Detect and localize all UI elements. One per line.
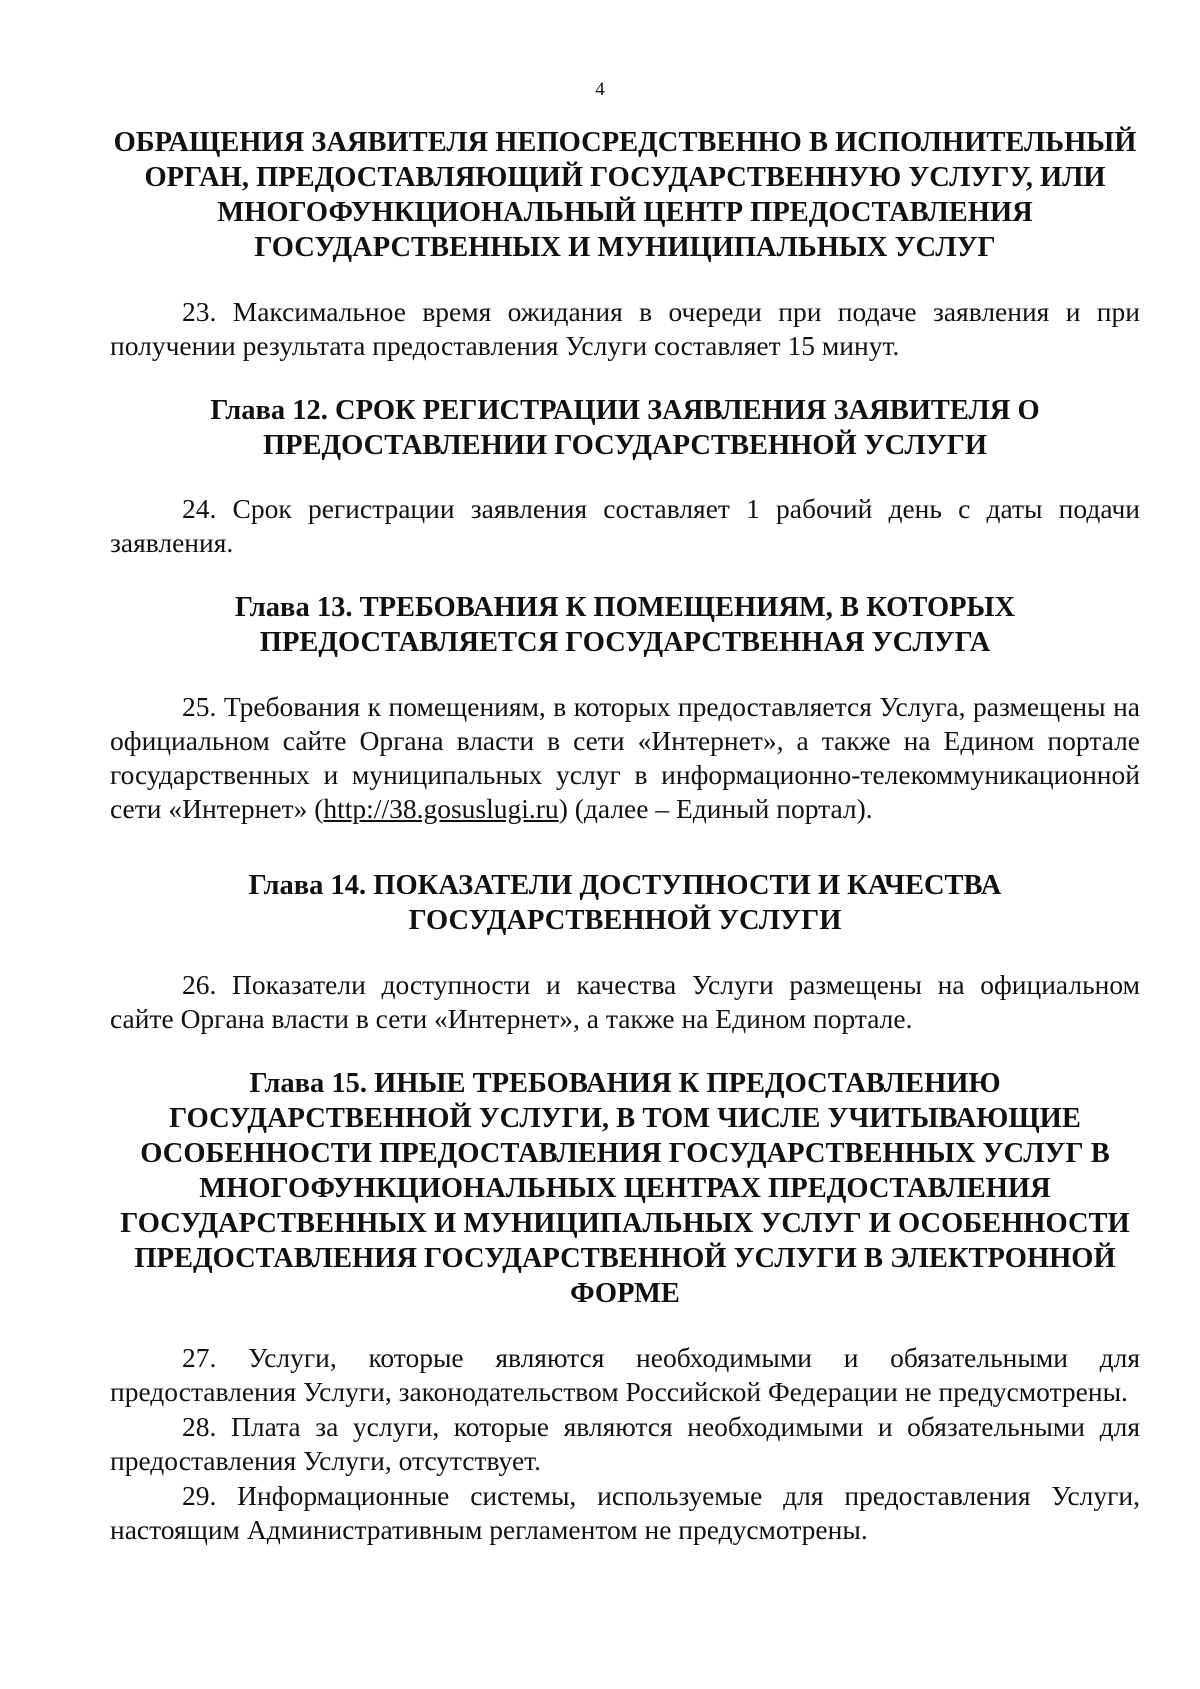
- paragraph-26: 26. Показатели доступности и качества Услуги размещены на официальном сайте Органа власти в сети «Интернет», а также на Едином портале.: [110, 969, 1140, 1034]
- gosuslugi-link[interactable]: http://38.gosuslugi.ru: [323, 793, 559, 824]
- paragraph-25-text-start: 25. Требования к помещениям, в которых предоставляется Услуга, размещены на официальном сайте Органа власти в сети «Интернет», а также на Едином портале государственных и муниципальных услуг в информационно-телекоммуникационной сети «Интернет» (: [110, 691, 1140, 824]
- document-content: [110, 125, 1140, 1547]
- page-number: 4: [595, 79, 605, 100]
- paragraph-28: 28. Плата за услуги, которые являются необходимыми и обязательными для предоставления Услуги, отсутствует.: [110, 1411, 1140, 1476]
- paragraph-27: 27. Услуги, которые являются необходимыми и обязательными для предоставления Услуги, законодательством Российской Федерации не предусмотрены.: [110, 1342, 1140, 1407]
- paragraph-25-text-end: ) (далее – Единый портал).: [558, 793, 873, 824]
- paragraph-23: 23. Максимальное время ожидания в очереди при подаче заявления и при получении результата предоставления Услуги составляет 15 минут.: [110, 296, 1140, 361]
- chapter-14-heading: Глава 14. ПОКАЗАТЕЛИ ДОСТУПНОСТИ И КАЧЕСТВА ГОСУДАРСТВЕННОЙ УСЛУГИ: [248, 870, 1002, 936]
- chapter-12-heading: Глава 12. СРОК РЕГИСТРАЦИИ ЗАЯВЛЕНИЯ ЗАЯВИТЕЛЯ О ПРЕДОСТАВЛЕНИИ ГОСУДАРСТВЕННОЙ УСЛУГИ: [210, 395, 1040, 461]
- paragraph-24: 24. Срок регистрации заявления составляет 1 рабочий день с даты подачи заявления.: [110, 493, 1140, 558]
- section-heading-top: ОБРАЩЕНИЯ ЗАЯВИТЕЛЯ НЕПОСРЕДСТВЕННО В ИСПОЛНИТЕЛЬНЫЙ ОРГАН, ПРЕДОСТАВЛЯЮЩИЙ ГОСУДАРСТВЕННУЮ УСЛУГУ, ИЛИ МНОГОФУНКЦИОНАЛЬНЫЙ ЦЕНТР ПРЕДОСТАВЛЕНИЯ ГОСУДАРСТВЕННЫХ И МУНИЦИПАЛЬНЫХ УСЛУГ: [113, 127, 1137, 263]
- paragraph-29: 29. Информационные системы, используемые для предоставления Услуги, настоящим Административным регламентом не предусмотрены.: [110, 1480, 1140, 1545]
- chapter-13-heading: Глава 13. ТРЕБОВАНИЯ К ПОМЕЩЕНИЯМ, В КОТОРЫХ ПРЕДОСТАВЛЯЕТСЯ ГОСУДАРСТВЕННАЯ УСЛУГА: [234, 592, 1016, 658]
- chapter-15-heading: Глава 15. ИНЫЕ ТРЕБОВАНИЯ К ПРЕДОСТАВЛЕНИЮ ГОСУДАРСТВЕННОЙ УСЛУГИ, В ТОМ ЧИСЛЕ УЧИТЫВАЮЩИЕ ОСОБЕННОСТИ ПРЕДОСТАВЛЕНИЯ ГОСУДАРСТВЕННЫХ УСЛУГ В МНОГОФУНКЦИОНАЛЬНЫХ ЦЕНТРАХ ПРЕДОСТАВЛЕНИЯ ГОСУДАРСТВЕННЫХ И МУНИЦИПАЛЬНЫХ УСЛУГ И ОСОБЕННОСТИ ПРЕДОСТАВЛЕНИЯ ГОСУДАРСТВЕННОЙ УСЛУГИ В ЭЛЕКТРОННОЙ ФОРМЕ: [120, 1068, 1130, 1309]
- paragraph-25: [110, 690, 1140, 826]
